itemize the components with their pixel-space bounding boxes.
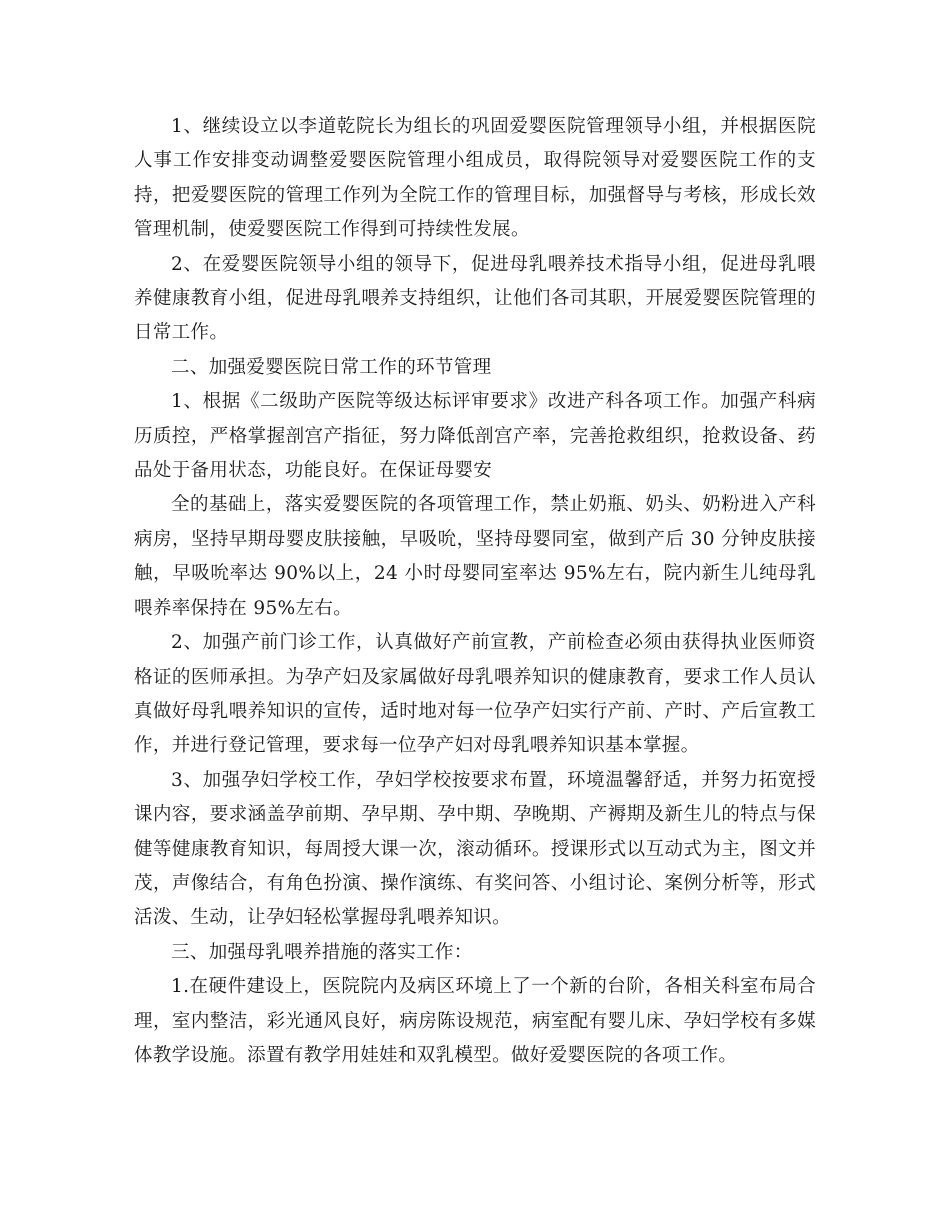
paragraph-leadership-group: 1、继续设立以李道乾院长为组长的巩固爱婴医院管理领导小组，并根据医院人事工作安排变动调整爱婴医院管理小组成员，取得院领导对爱婴医院工作的支持，把爱婴医院的管理工作列为全院工作的管理目标，加强督导与考核，形成长效管理机制，使爱婴医院工作得到可持续性发展。 xyxy=(134,116,816,241)
section-heading-breastfeeding-measures: 三、加强母乳喂养措施的落实工作： xyxy=(171,941,473,963)
section-heading-daily-work: 二、加强爱婴医院日常工作的环节管理 xyxy=(171,356,492,378)
paragraph-obstetrics-improvement: 1、根据《二级助产医院等级达标评审要求》改进产科各项工作。加强产科病历质控，严格掌握剖宫产指征，努力降低剖宫产率，完善抢救组织，抢救设备、药品处于备用状态，功能良好。在保证母婴安 xyxy=(134,391,816,482)
paragraph-baby-friendly-management: 全的基础上，落实爱婴医院的各项管理工作，禁止奶瓶、奶头、奶粉进入产科病房，坚持早期母婴皮肤接触，早吸吮，坚持母婴同室，做到产后 30 分钟皮肤接触，早吸吮率达 90%以上，24 小时母婴同室率达 95%左右，院内新生儿纯母乳喂养率保持在 95%左右。 xyxy=(134,494,816,619)
paragraph-pregnancy-school: 3、加强孕妇学校工作，孕妇学校按要求布置，环境温馨舒适，并努力拓宽授课内容，要求涵盖孕前期、孕早期、孕中期、孕晚期、产褥期及新生儿的特点与保健等健康教育知识，每周授大课一次，滚动循环。授课形式以互动式为主，图文并茂，声像结合，有角色扮演、操作演练、有奖问答、小组讨论、案例分析等，形式活泼、生动，让孕妇轻松掌握母乳喂养知识。 xyxy=(134,769,816,929)
paragraph-prenatal-clinic: 2、加强产前门诊工作，认真做好产前宣教，产前检查必须由获得执业医师资格证的医师承担。为孕产妇及家属做好母乳喂养知识的健康教育，要求工作人员认真做好母乳喂养知识的宣传，适时地对每一位孕产妇实行产前、产时、产后宣教工作，并进行登记管理，要求每一位孕产妇对母乳喂养知识基本掌握。 xyxy=(134,632,816,757)
paragraph-hardware-construction: 1.在硬件建设上，医院院内及病区环境上了一个新的台阶，各相关科室布局合理，室内整洁，彩光通风良好，病房陈设规范，病室配有婴儿床、孕妇学校有多媒体教学设施。添置有教学用娃娃和双乳模型。做好爱婴医院的各项工作。 xyxy=(134,976,816,1066)
paragraph-breastfeeding-groups: 2、在爱婴医院领导小组的领导下，促进母乳喂养技术指导小组，促进母乳喂养健康教育小组，促进母乳喂养支持组织，让他们各司其职，开展爱婴医院管理的日常工作。 xyxy=(134,253,816,344)
